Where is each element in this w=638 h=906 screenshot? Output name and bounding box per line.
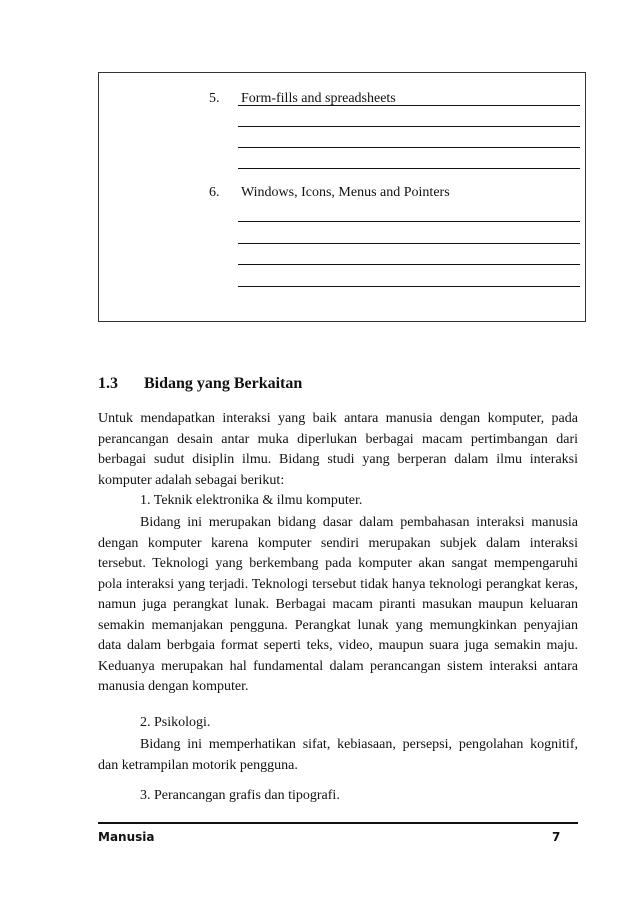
item-text-wimp: Windows, Icons, Menus and Pointers [241, 185, 450, 200]
subsection-heading-3: 3. Perancangan grafis dan tipografi. [140, 788, 340, 803]
item-number-5: 5. [209, 91, 220, 106]
answer-line [238, 243, 580, 244]
footer-title: Manusia [98, 830, 155, 844]
footer-rule [98, 822, 578, 824]
section-title: Bidang yang Berkaitan [144, 375, 303, 392]
answer-line [238, 286, 580, 287]
answer-line [238, 147, 580, 148]
answer-line [238, 105, 580, 106]
item-text-form-fills: Form-fills and spreadsheets [241, 91, 396, 106]
answer-line [238, 126, 580, 127]
answer-line [238, 221, 580, 222]
blank-lines-box [98, 72, 586, 322]
intro-paragraph: Untuk mendapatkan interaksi yang baik antara manusia dengan komputer, pada perancangan desain antar muka diperlukan berbagai macam pertimbangan dari berbagai sudut disiplin ilmu. Bidang studi yang berperan dalam ilmu interaksi komputer adalah sebagai berikut: [98, 411, 578, 488]
subsection-heading-1: 1. Teknik elektronika & ilmu komputer. [140, 493, 363, 508]
answer-line [238, 264, 580, 265]
subsection-body-1: Bidang ini merupakan bidang dasar dalam pembahasan interaksi manusia dengan komputer karena komputer sendiri merupakan subjek dalam interaksi tersebut. Teknologi yang berkembang pada komputer akan sangat mempengaruhi pola interaksi yang terjadi. Teknologi tersebut tidak hanya teknologi perangkat keras, namun juga perangkat lunak. Berbagai macam piranti masukan maupun keluaran semakin memanjakan pengguna. Perangkat lunak yang memungkinkan penyajian data dalam berbgaia format seperti teks, video, maupun suara juga semakin maju. Keduanya merupakan hal fundamental dalam perancangan sistem interaksi antara manusia dengan komputer. [98, 515, 578, 694]
item-number-6: 6. [209, 185, 220, 200]
subsection-heading-2: 2. Psikologi. [140, 715, 211, 730]
page-number: 7 [552, 830, 561, 844]
answer-line [238, 168, 580, 169]
subsection-body-2: Bidang ini memperhatikan sifat, kebiasaan, persepsi, pengolahan kognitif, dan ketrampilan motorik pengguna. [98, 737, 578, 773]
section-number: 1.3 [98, 375, 118, 392]
